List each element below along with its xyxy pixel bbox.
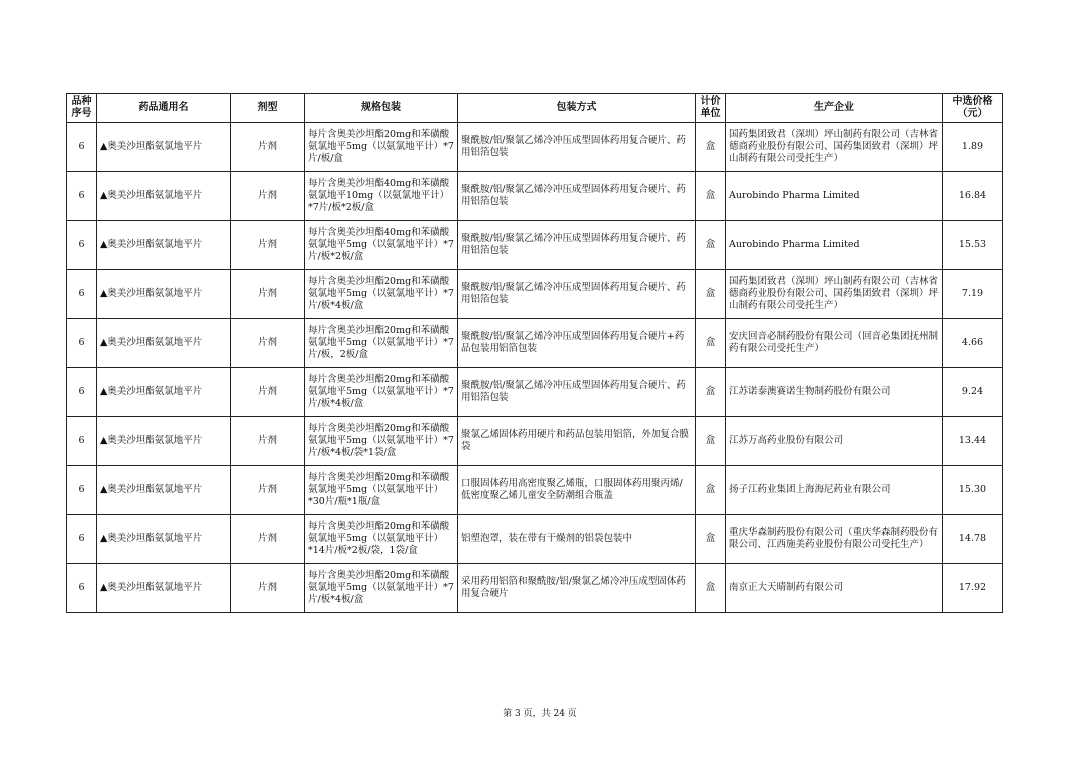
header-price: 中选价格 （元） xyxy=(943,94,1003,123)
cell-drug-name: ▲奥美沙坦酯氨氯地平片 xyxy=(97,368,231,417)
cell-dosage-form: 片剂 xyxy=(231,466,305,515)
cell-unit: 盒 xyxy=(696,270,726,319)
cell-manufacturer: 国药集团致君（深圳）坪山制药有限公司（吉林省德商药业股份有限公司、国药集团致君（深圳）坪山制药有限公司受托生产） xyxy=(726,123,943,172)
cell-spec: 每片含奥美沙坦酯20mg和苯磺酸氨氯地平5mg（以氨氯地平计）*30片/瓶*1瓶/盒 xyxy=(305,466,458,515)
cell-packaging: 聚酰胺/铝/聚氯乙烯冷冲压成型固体药用复合硬片、药用铝箔包装 xyxy=(458,368,696,417)
cell-packaging: 聚酰胺/铝/聚氯乙烯冷冲压成型固体药用复合硬片、药用铝箔包装 xyxy=(458,172,696,221)
cell-dosage-form: 片剂 xyxy=(231,123,305,172)
table-row xyxy=(67,417,1003,466)
cell-seq: 6 xyxy=(67,417,97,466)
cell-manufacturer: 江苏万高药业股份有限公司 xyxy=(726,417,943,466)
cell-spec: 每片含奥美沙坦酯20mg和苯磺酸氨氯地平5mg（以氨氯地平计）*7片/板/盒 xyxy=(305,123,458,172)
cell-price: 9.24 xyxy=(943,368,1003,417)
cell-seq: 6 xyxy=(67,270,97,319)
cell-price: 15.30 xyxy=(943,466,1003,515)
cell-price: 14.78 xyxy=(943,515,1003,564)
cell-spec: 每片含奥美沙坦酯20mg和苯磺酸氨氯地平5mg（以氨氯地平计）*14片/板*2板/袋，1袋/盒 xyxy=(305,515,458,564)
table-body xyxy=(67,123,1003,613)
cell-unit: 盒 xyxy=(696,564,726,613)
cell-drug-name: ▲奥美沙坦酯氨氯地平片 xyxy=(97,172,231,221)
table-header-row xyxy=(67,94,1003,123)
cell-price: 16.84 xyxy=(943,172,1003,221)
table-row xyxy=(67,564,1003,613)
cell-price: 4.66 xyxy=(943,319,1003,368)
cell-manufacturer: 国药集团致君（深圳）坪山制药有限公司（吉林省德商药业股份有限公司、国药集团致君（深圳）坪山制药有限公司受托生产） xyxy=(726,270,943,319)
cell-dosage-form: 片剂 xyxy=(231,564,305,613)
header-pack: 包装方式 xyxy=(458,94,696,123)
cell-packaging: 聚酰胺/铝/聚氯乙烯冷冲压成型固体药用复合硬片、药用铝箔包装 xyxy=(458,123,696,172)
cell-price: 15.53 xyxy=(943,221,1003,270)
cell-drug-name: ▲奥美沙坦酯氨氯地平片 xyxy=(97,417,231,466)
cell-manufacturer: 南京正大天晴制药有限公司 xyxy=(726,564,943,613)
cell-seq: 6 xyxy=(67,515,97,564)
cell-spec: 每片含奥美沙坦酯20mg和苯磺酸氨氯地平5mg（以氨氯地平计）*7片/板*4板/盒 xyxy=(305,564,458,613)
cell-packaging: 铝塑泡罩，装在带有干燥剂的铝袋包装中 xyxy=(458,515,696,564)
header-spec: 规格包装 xyxy=(305,94,458,123)
table-row xyxy=(67,221,1003,270)
header-seq: 品种 序号 xyxy=(67,94,97,123)
cell-spec: 每片含奥美沙坦酯20mg和苯磺酸氨氯地平5mg（以氨氯地平计）*7片/板*4板/袋*1袋/盒 xyxy=(305,417,458,466)
cell-dosage-form: 片剂 xyxy=(231,368,305,417)
cell-price: 7.19 xyxy=(943,270,1003,319)
cell-unit: 盒 xyxy=(696,221,726,270)
cell-dosage-form: 片剂 xyxy=(231,417,305,466)
cell-spec: 每片含奥美沙坦酯20mg和苯磺酸氨氯地平5mg（以氨氯地平计）*7片/板*4板/盒 xyxy=(305,270,458,319)
header-unit: 计价 单位 xyxy=(696,94,726,123)
cell-dosage-form: 片剂 xyxy=(231,172,305,221)
cell-drug-name: ▲奥美沙坦酯氨氯地平片 xyxy=(97,123,231,172)
cell-packaging: 聚酰胺/铝/聚氯乙烯冷冲压成型固体药用复合硬片+药品包装用铝箔包装 xyxy=(458,319,696,368)
cell-manufacturer: 扬子江药业集团上海海尼药业有限公司 xyxy=(726,466,943,515)
cell-manufacturer: 安庆回音必制药股份有限公司（回音必集团抚州制药有限公司受托生产） xyxy=(726,319,943,368)
cell-dosage-form: 片剂 xyxy=(231,221,305,270)
cell-price: 1.89 xyxy=(943,123,1003,172)
cell-packaging: 口服固体药用高密度聚乙烯瓶，口服固体药用聚丙烯/低密度聚乙烯儿童安全防潮组合瓶盖 xyxy=(458,466,696,515)
cell-packaging: 聚氯乙烯固体药用硬片和药品包装用铝箔，外加复合膜袋 xyxy=(458,417,696,466)
cell-seq: 6 xyxy=(67,466,97,515)
cell-seq: 6 xyxy=(67,368,97,417)
cell-packaging: 聚酰胺/铝/聚氯乙烯冷冲压成型固体药用复合硬片、药用铝箔包装 xyxy=(458,221,696,270)
cell-drug-name: ▲奥美沙坦酯氨氯地平片 xyxy=(97,564,231,613)
cell-unit: 盒 xyxy=(696,368,726,417)
cell-unit: 盒 xyxy=(696,319,726,368)
cell-seq: 6 xyxy=(67,221,97,270)
cell-drug-name: ▲奥美沙坦酯氨氯地平片 xyxy=(97,221,231,270)
cell-seq: 6 xyxy=(67,319,97,368)
cell-seq: 6 xyxy=(67,172,97,221)
cell-dosage-form: 片剂 xyxy=(231,270,305,319)
cell-spec: 每片含奥美沙坦酯40mg和苯磺酸氨氯地平10mg（以氨氯地平计）*7片/板*2板/盒 xyxy=(305,172,458,221)
table-row xyxy=(67,515,1003,564)
header-form: 剂型 xyxy=(231,94,305,123)
cell-manufacturer: Aurobindo Pharma Limited xyxy=(726,221,943,270)
cell-price: 13.44 xyxy=(943,417,1003,466)
table-row xyxy=(67,466,1003,515)
cell-manufacturer: Aurobindo Pharma Limited xyxy=(726,172,943,221)
cell-spec: 每片含奥美沙坦酯20mg和苯磺酸氨氯地平5mg（以氨氯地平计）*7片/板*4板/盒 xyxy=(305,368,458,417)
cell-manufacturer: 江苏诺泰澳赛诺生物制药股份有限公司 xyxy=(726,368,943,417)
cell-manufacturer: 重庆华森制药股份有限公司（重庆华森制药股份有限公司、江西施美药业股份有限公司受托生产） xyxy=(726,515,943,564)
cell-drug-name: ▲奥美沙坦酯氨氯地平片 xyxy=(97,466,231,515)
cell-spec: 每片含奥美沙坦酯20mg和苯磺酸氨氯地平5mg（以氨氯地平计）*7片/板，2板/盒 xyxy=(305,319,458,368)
table-row xyxy=(67,123,1003,172)
cell-unit: 盒 xyxy=(696,123,726,172)
cell-seq: 6 xyxy=(67,123,97,172)
table-row xyxy=(67,172,1003,221)
cell-unit: 盒 xyxy=(696,515,726,564)
cell-spec: 每片含奥美沙坦酯40mg和苯磺酸氨氯地平5mg（以氨氯地平计）*7片/板*2板/盒 xyxy=(305,221,458,270)
cell-drug-name: ▲奥美沙坦酯氨氯地平片 xyxy=(97,270,231,319)
cell-packaging: 采用药用铝箔和聚酰胺/铝/聚氯乙烯冷冲压成型固体药用复合硬片 xyxy=(458,564,696,613)
header-name: 药品通用名 xyxy=(97,94,231,123)
table-row xyxy=(67,368,1003,417)
cell-drug-name: ▲奥美沙坦酯氨氯地平片 xyxy=(97,319,231,368)
table-row xyxy=(67,319,1003,368)
cell-drug-name: ▲奥美沙坦酯氨氯地平片 xyxy=(97,515,231,564)
cell-seq: 6 xyxy=(67,564,97,613)
table-row xyxy=(67,270,1003,319)
cell-dosage-form: 片剂 xyxy=(231,319,305,368)
procurement-table xyxy=(66,93,1003,613)
cell-price: 17.92 xyxy=(943,564,1003,613)
cell-unit: 盒 xyxy=(696,466,726,515)
cell-unit: 盒 xyxy=(696,417,726,466)
cell-packaging: 聚酰胺/铝/聚氯乙烯冷冲压成型固体药用复合硬片、药用铝箔包装 xyxy=(458,270,696,319)
header-maker: 生产企业 xyxy=(726,94,943,123)
page-number: 第 3 页，共 24 页 xyxy=(503,709,577,719)
cell-unit: 盒 xyxy=(696,172,726,221)
cell-dosage-form: 片剂 xyxy=(231,515,305,564)
